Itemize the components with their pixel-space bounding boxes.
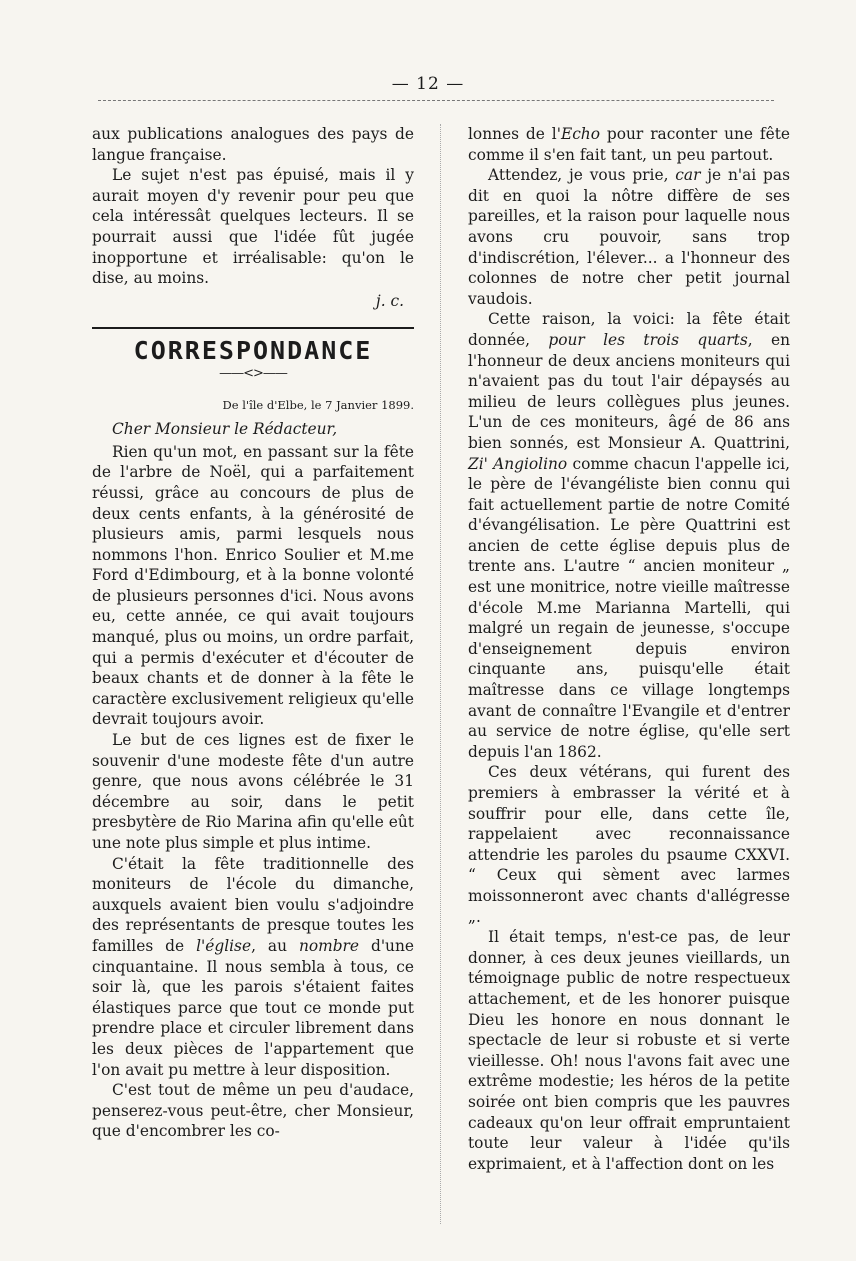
section-title: CORRESPONDANCE [133, 336, 373, 366]
header-rule [98, 100, 774, 101]
text-run: comme chacun l'appelle ici, le père de l'évangéliste bien connu qui fait actuellement partie de notre Comité d'évangélisation. Le père Quattrini est ancien de cette église depuis plus de trente ans. L'autre “ ancien moniteur „ est une monitrice, notre vieille maîtresse d'école M.me Marianna Martelli, qui malgré un regain de jeunesse, s'occupe d'enseignement depuis environ cinquante ans, puisqu'elle était maîtresse dans ce village longtemps avant de connaître l'Evangile et d'entrer au service de notre église, qu'elle sert depuis l'an 1862. [468, 454, 790, 761]
section-rule [92, 327, 414, 329]
paragraph [468, 309, 790, 762]
text-run: Attendez, je vous prie, [488, 166, 676, 185]
paragraph: Il était temps, n'est-ce pas, de leur donner, à ces deux jeunes vieillards, un témoignage public de notre respectueux attachement, et de les honorer puisque Dieu les honore en nous donnant le spectacle de leur si robuste et si verte vieillesse. Oh! nous l'avons fait avec une extrême modestie; les héros de la petite soirée ont bien compris que les pauvres cadeaux qu'on leur offrait empruntaient toute leur valeur à l'idée qu'ils exprimaient, et à l'affection dont on les [468, 928, 790, 1173]
italic-text: car [675, 166, 701, 185]
text-run: C'était la fête traditionnelle des moniteurs de l'école du dimanche, auxquels avaient bien voulu s'adjoindre des représentants de presque toutes les familles de [92, 854, 414, 955]
text-run: , au [251, 936, 299, 955]
italic-text: l'église [196, 936, 252, 955]
column-divider [440, 124, 441, 1224]
italic-text: Zi' Angiolino [468, 454, 568, 473]
paragraph [468, 124, 790, 165]
text-run: , en l'honneur de deux anciens moniteurs qui n'avaient pas du tout l'air dépaysés au milieu de leurs collègues plus jeunes. L'un de ces moniteurs, âgé de 86 ans bien sonnés, est Monsieur A. Quattrini, [468, 330, 790, 452]
italic-text: pour les trois quarts [548, 330, 748, 349]
text-run: lonnes de l' [468, 125, 561, 143]
dateline: De l'île d'Elbe, le 7 Janvier 1899. [222, 397, 414, 412]
right-column [468, 124, 790, 1174]
text-run: d'une cinquantaine. Il nous sembla à tous, ce soir là, que les parois s'étaient faites élastiques parce que tout ce monde put prendre place et circuler librement dans les deux pièces de l'appartement que l'on avait pu mettre à leur disposition. [92, 936, 414, 1079]
paragraph [468, 165, 790, 309]
italic-text: Echo [560, 125, 600, 143]
paragraph: Ces deux vétérans, qui furent des premiers à embrasser la vérité et à souffrir pour elle, dans cette île, rappelaient avec reconnaissance attendrie les paroles du psaume CXXVI. “ Ceux qui sèment avec larmes moissonneront avec chants d'allégresse „. [468, 763, 790, 926]
paragraph: aux publications analogues des pays de langue française. [92, 125, 414, 164]
ornament-divider: ——<>—— [219, 365, 287, 381]
text-run: Cette raison, la voici: la fête était donnée, [468, 310, 790, 349]
text-run: pour raconter une fête comme il s'en fait tant, un peu partout. [468, 125, 791, 164]
salutation: Cher Monsieur le Rédacteur, [112, 420, 338, 439]
paragraph: Rien qu'un mot, en passant sur la fête de l'arbre de Noël, qui a parfaitement réussi, grâce au concours de plus de deux cents enfants, à la générosité de plusieurs amis, parmi lesquels nous nommons l'hon. Enrico Soulier et M.me Ford d'Edimbourg, et à la bonne volonté de plusieurs personnes d'ici. Nous avons eu, cette année, ce qui avait toujours manqué, plus ou moins, un ordre parfait, qui a permis d'exécuter et d'écouter de beaux chants et de donner à la fête le caractère exclusivement religieux qu'elle devrait toujours avoir. [92, 442, 414, 729]
paragraph: Le sujet n'est pas épuisé, mais il y aurait moyen d'y revenir pour peu que cela intéressât quelques lecteurs. Il se pourrait aussi que l'idée fût jugée inopportune et irréalisable: qu'on le dise, au moins. [92, 166, 414, 288]
italic-text: nombre [298, 936, 360, 955]
page-number: — 12 — [391, 74, 465, 94]
paragraph [92, 854, 414, 1081]
signature: j. c. [375, 291, 404, 310]
text-run: je n'ai pas dit en quoi la nôtre diffère de ses pareilles, et la raison pour laquelle nous avons cru pouvoir, sans trop d'indiscrétion, l'élever... a l'honneur des colonnes de notre cher petit journal vaudois. [468, 166, 790, 308]
left-column [92, 124, 414, 1142]
paragraph: C'est tout de même un peu d'audace, penserez-vous peut-être, cher Monsieur, que d'encombrer les co- [92, 1081, 414, 1141]
paragraph: Le but de ces lignes est de fixer le souvenir d'une modeste fête d'un autre genre, que nous avons célébrée le 31 décembre au soir, dans le petit presbytère de Rio Marina afin qu'elle eût une note plus simple et plus intime. [92, 731, 414, 852]
